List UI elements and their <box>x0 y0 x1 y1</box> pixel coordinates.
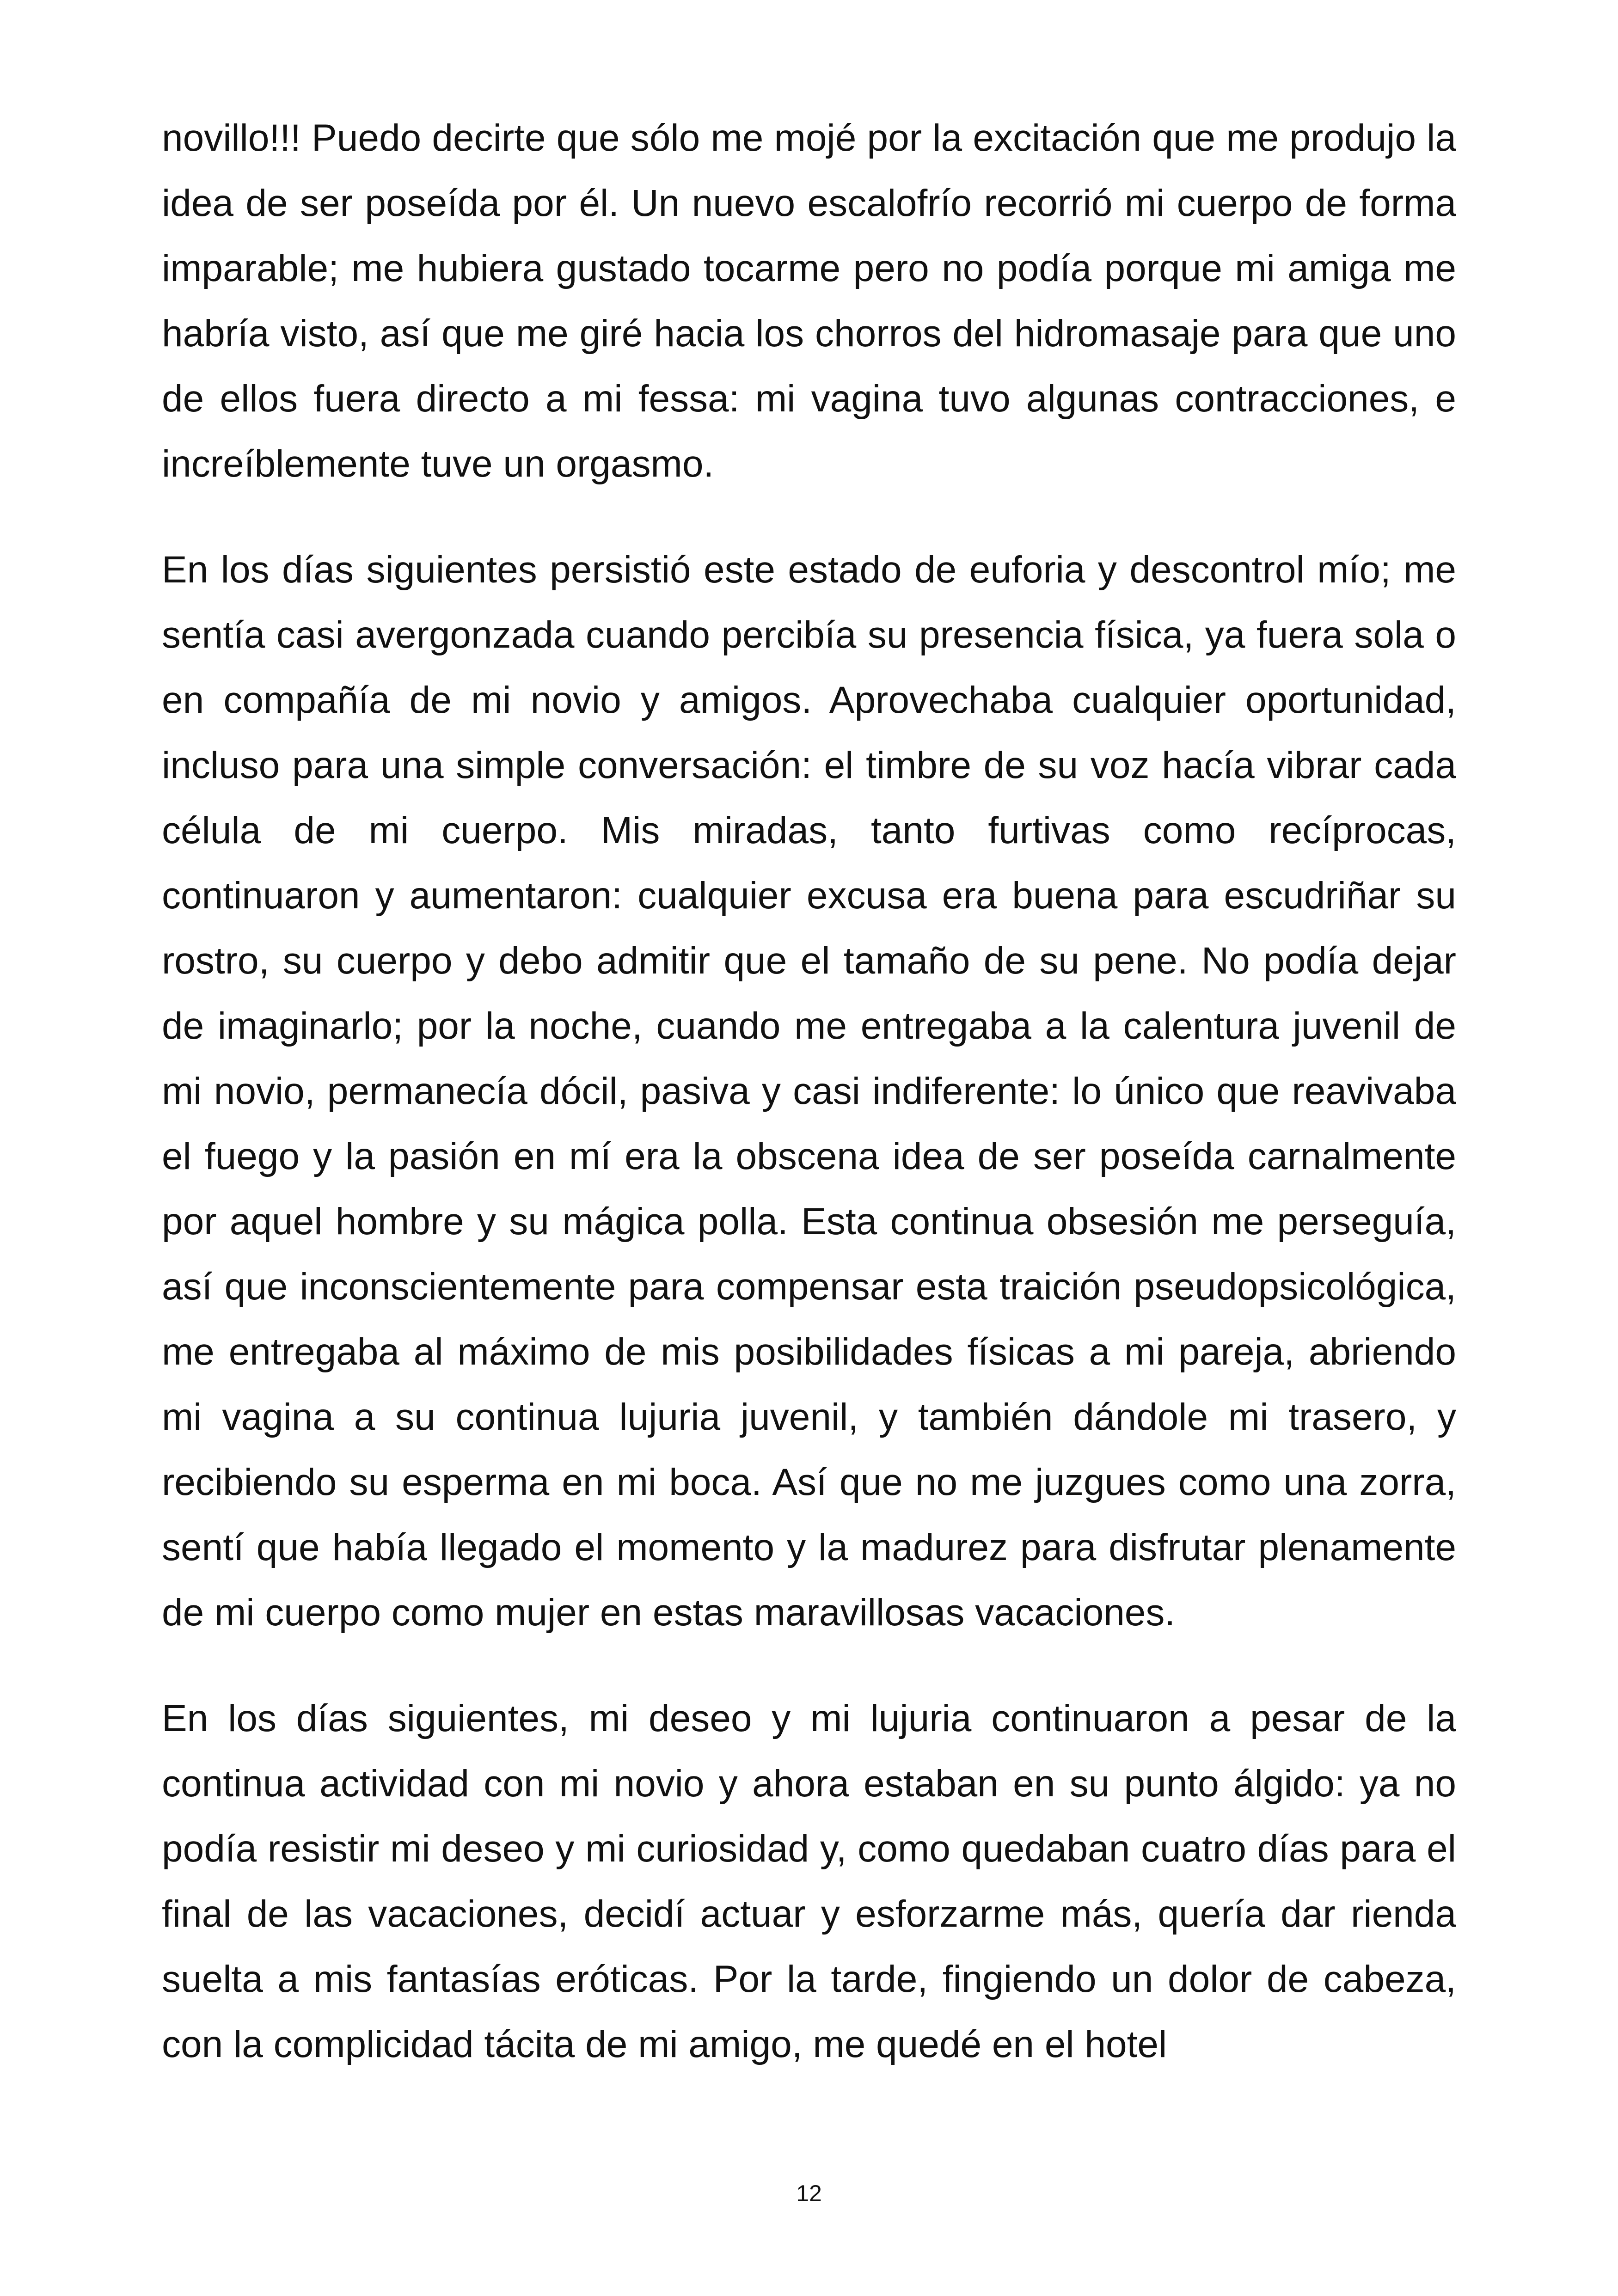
body-text <box>162 105 1456 2118</box>
page-number: 12 <box>796 2180 822 2206</box>
paragraph-1: novillo!!! Puedo decirte que sólo me mojé por la excitación que me produjo la idea de ser poseída por él. Un nuevo escalofrío recorrió mi cuerpo de forma imparable; me hubiera gustado tocarme pero no podía porque mi amiga me habría visto, así que me giré hacia los chorros del hidromasaje para que uno de ellos fuera directo a mi fessa: mi vagina tuvo algunas contracciones, e increíblemente tuve un orgasmo. <box>162 117 1456 485</box>
paragraph-3: En los días siguientes, mi deseo y mi lujuria continuaron a pesar de la continua actividad con mi novio y ahora estaban en su punto álgido: ya no podía resistir mi deseo y mi curiosidad y, como quedaban cuatro días para el final de las vacaciones, decidí actuar y esforzarme más, quería dar rienda suelta a mis fantasías eróticas. Por la tarde, fingiendo un dolor de cabeza, con la complicidad tácita de mi amigo, me quedé en el hotel <box>162 1697 1456 2065</box>
paragraph-2: En los días siguientes persistió este estado de euforia y descontrol mío; me sentía casi avergonzada cuando percibía su presencia física, ya fuera sola o en compañía de mi novio y amigos. Aprovechaba cualquier oportunidad, incluso para una simple conversación: el timbre de su voz hacía vibrar cada célula de mi cuerpo. Mis miradas, tanto furtivas como recíprocas, continuaron y aumentaron: cualquier excusa era buena para escudriñar su rostro, su cuerpo y debo admitir que el tamaño de su pene. No podía dejar de imaginarlo; por la noche, cuando me entregaba a la calentura juvenil de mi novio, permanecía dócil, pasiva y casi indiferente: lo único que reavivaba el fuego y la pasión en mí era la obscena idea de ser poseída carnalmente por aquel hombre y su mágica polla. Esta continua obsesión me perseguía, así que inconscientemente para compensar esta traición pseudopsicológica, me entregaba al máximo de mis posibilidades físicas a mi pareja, abriendo mi vagina a su continua lujuria juvenil, y también dándole mi trasero, y recibiendo su esperma en mi boca. Así que no me juzgues como una zorra, sentí que había llegado el momento y la madurez para disfrutar plenamente de mi cuerpo como mujer en estas maravillosas vacaciones. <box>162 549 1456 1634</box>
